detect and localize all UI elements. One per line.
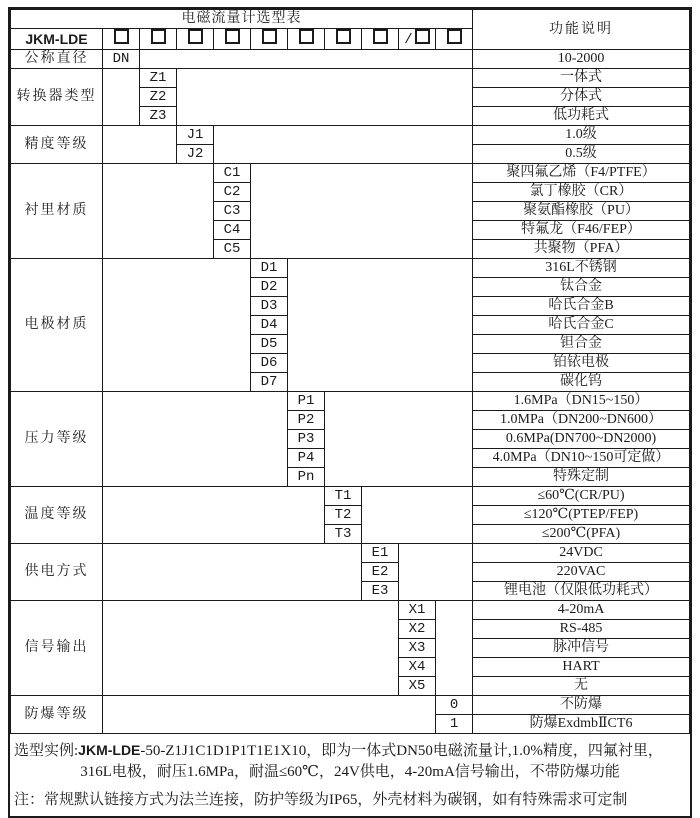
checkbox-icon — [151, 29, 166, 44]
desc-cell: 316L不锈钢 — [473, 259, 690, 278]
note-line: 注：常规默认链接方式为法兰连接，防护等级为IP65，外壳材料为碳钢，如有特殊需求可定制 — [14, 792, 628, 808]
filler-cell — [103, 392, 288, 487]
code-cell: D2 — [251, 278, 288, 297]
desc-cell: 0.6MPa(DN700~DN2000) — [473, 430, 690, 449]
desc-cell: 铂铱电极 — [473, 354, 690, 373]
filler-cell — [103, 164, 214, 259]
code-cell: D4 — [251, 316, 288, 335]
table-row — [11, 487, 690, 506]
table-row — [11, 259, 690, 278]
desc-cell: 1.6MPa（DN15~150） — [473, 392, 690, 411]
code-cell: 0 — [436, 696, 473, 715]
desc-cell: 钽合金 — [473, 335, 690, 354]
table-row — [11, 126, 690, 145]
function-column-header: 功能说明 — [473, 10, 690, 50]
section-label: 衬里材质 — [11, 164, 103, 259]
desc-cell: 聚氨酯橡胶（PU） — [473, 202, 690, 221]
section-label: 温度等级 — [11, 487, 103, 544]
checkbox-cell — [362, 29, 399, 50]
checkbox-icon — [225, 29, 240, 44]
code-cell: 1 — [436, 715, 473, 734]
selection-table — [10, 9, 690, 734]
desc-cell: 共聚物（PFA） — [473, 240, 690, 259]
code-cell: T1 — [325, 487, 362, 506]
code-cell: T3 — [325, 525, 362, 544]
code-cell: C1 — [214, 164, 251, 183]
checkbox-icon — [415, 29, 430, 44]
desc-cell: HART — [473, 658, 690, 677]
table-row — [11, 544, 690, 563]
desc-cell: 低功耗式 — [473, 107, 690, 126]
code-cell: T2 — [325, 506, 362, 525]
filler-cell — [103, 259, 251, 392]
code-cell: P2 — [288, 411, 325, 430]
code-cell: J2 — [177, 145, 214, 164]
desc-cell: ≤200℃(PFA) — [473, 525, 690, 544]
code-cell: P4 — [288, 449, 325, 468]
filler-cell — [362, 487, 473, 544]
title-row — [11, 10, 690, 29]
table-row — [11, 601, 690, 620]
desc-cell: 4.0MPa（DN10~150可定做） — [473, 449, 690, 468]
example-line-1 — [14, 740, 686, 762]
filler-cell — [214, 126, 473, 164]
section-label: 供电方式 — [11, 544, 103, 601]
checkbox-cell — [288, 29, 325, 50]
desc-cell: 0.5级 — [473, 145, 690, 164]
code-cell: DN — [103, 50, 140, 69]
code-cell: D3 — [251, 297, 288, 316]
desc-cell: 氯丁橡胶（CR） — [473, 183, 690, 202]
desc-cell: ≤120℃(PTEP/FEP) — [473, 506, 690, 525]
desc-cell: 锂电池（仅限低功耗式） — [473, 582, 690, 601]
desc-cell: 特氟龙（F46/FEP） — [473, 221, 690, 240]
spec-sheet — [8, 7, 692, 818]
checkbox-icon — [336, 29, 351, 44]
checkbox-icon — [262, 29, 277, 44]
section-label: 压力等级 — [11, 392, 103, 487]
desc-cell: 碳化钨 — [473, 373, 690, 392]
section-label: 电极材质 — [11, 259, 103, 392]
code-cell: Z2 — [140, 88, 177, 107]
desc-cell: 4-20mA — [473, 601, 690, 620]
filler-cell — [325, 392, 473, 487]
filler-cell — [436, 601, 473, 696]
desc-cell: 哈氏合金C — [473, 316, 690, 335]
filler-cell — [251, 164, 473, 259]
code-cell: X2 — [399, 620, 436, 639]
table-row — [11, 69, 690, 88]
code-cell: P3 — [288, 430, 325, 449]
filler-cell — [103, 544, 362, 601]
slash-mark: / — [404, 32, 413, 48]
code-cell: X5 — [399, 677, 436, 696]
section-label: 精度等级 — [11, 126, 103, 164]
desc-cell: 24VDC — [473, 544, 690, 563]
filler-cell — [103, 696, 436, 734]
example-prefix: 选型实例: — [14, 743, 79, 759]
code-cell: C2 — [214, 183, 251, 202]
code-cell: Z1 — [140, 69, 177, 88]
example-line-2: 316L电极，耐压1.6MPa，耐温≤60℃，24V供电，4-20mA信号输出，不带防爆功能 — [80, 764, 620, 780]
checkbox-cell — [436, 29, 473, 50]
code-cell: E1 — [362, 544, 399, 563]
checkbox-cell — [399, 29, 436, 50]
checkbox-icon — [188, 29, 203, 44]
desc-cell: 钛合金 — [473, 278, 690, 297]
example-model: JKM-LDE — [78, 742, 141, 758]
desc-cell: 1.0MPa（DN200~DN600） — [473, 411, 690, 430]
filler-cell — [140, 50, 473, 69]
code-cell: X1 — [399, 601, 436, 620]
desc-cell: 防爆ExdmbⅡCT6 — [473, 715, 690, 734]
checkbox-cell — [140, 29, 177, 50]
code-cell: E3 — [362, 582, 399, 601]
checkbox-cell — [103, 29, 140, 50]
table-row — [11, 164, 690, 183]
code-cell: D5 — [251, 335, 288, 354]
code-cell: C5 — [214, 240, 251, 259]
code-cell: X3 — [399, 639, 436, 658]
desc-cell: 1.0级 — [473, 126, 690, 145]
section-label: 信号输出 — [11, 601, 103, 696]
section-label: 转换器类型 — [11, 69, 103, 126]
code-cell: C3 — [214, 202, 251, 221]
desc-cell: 不防爆 — [473, 696, 690, 715]
table-row — [11, 50, 690, 69]
desc-cell: 哈氏合金B — [473, 297, 690, 316]
desc-cell: RS-485 — [473, 620, 690, 639]
model-code-cell: JKM-LDE — [11, 29, 103, 50]
checkbox-cell — [325, 29, 362, 50]
filler-cell — [103, 487, 325, 544]
filler-cell — [103, 126, 177, 164]
desc-cell: 10-2000 — [473, 50, 690, 69]
code-cell: E2 — [362, 563, 399, 582]
desc-cell: 一体式 — [473, 69, 690, 88]
checkbox-icon — [299, 29, 314, 44]
filler-cell — [103, 69, 140, 126]
desc-cell: 聚四氟乙烯（F4/PTFE） — [473, 164, 690, 183]
desc-cell: ≤60℃(CR/PU) — [473, 487, 690, 506]
table-row — [11, 392, 690, 411]
code-cell: Pn — [288, 468, 325, 487]
code-cell: Z3 — [140, 107, 177, 126]
filler-cell — [177, 69, 473, 126]
desc-cell: 分体式 — [473, 88, 690, 107]
section-label: 公称直径 — [11, 50, 103, 69]
checkbox-icon — [447, 29, 462, 44]
desc-cell: 脉冲信号 — [473, 639, 690, 658]
filler-cell — [288, 259, 473, 392]
checkbox-cell — [214, 29, 251, 50]
checkbox-cell — [177, 29, 214, 50]
code-cell: D7 — [251, 373, 288, 392]
checkbox-icon — [373, 29, 388, 44]
desc-cell: 220VAC — [473, 563, 690, 582]
filler-cell — [399, 544, 473, 601]
footer-notes — [10, 734, 690, 816]
code-cell: D6 — [251, 354, 288, 373]
desc-cell: 无 — [473, 677, 690, 696]
desc-cell: 特殊定制 — [473, 468, 690, 487]
code-cell: J1 — [177, 126, 214, 145]
table-title: 电磁流量计选型表 — [11, 10, 473, 29]
filler-cell — [103, 601, 399, 696]
code-cell: X4 — [399, 658, 436, 677]
table-row — [11, 696, 690, 715]
checkbox-cell — [251, 29, 288, 50]
code-cell: D1 — [251, 259, 288, 278]
code-cell: P1 — [288, 392, 325, 411]
example-rest: -50-Z1J1C1D1P1T1E1X10，即为一体式DN50电磁流量计,1.0%精度，四氟衬里， — [140, 743, 663, 759]
checkbox-icon — [114, 29, 129, 44]
code-cell: C4 — [214, 221, 251, 240]
section-label: 防爆等级 — [11, 696, 103, 734]
